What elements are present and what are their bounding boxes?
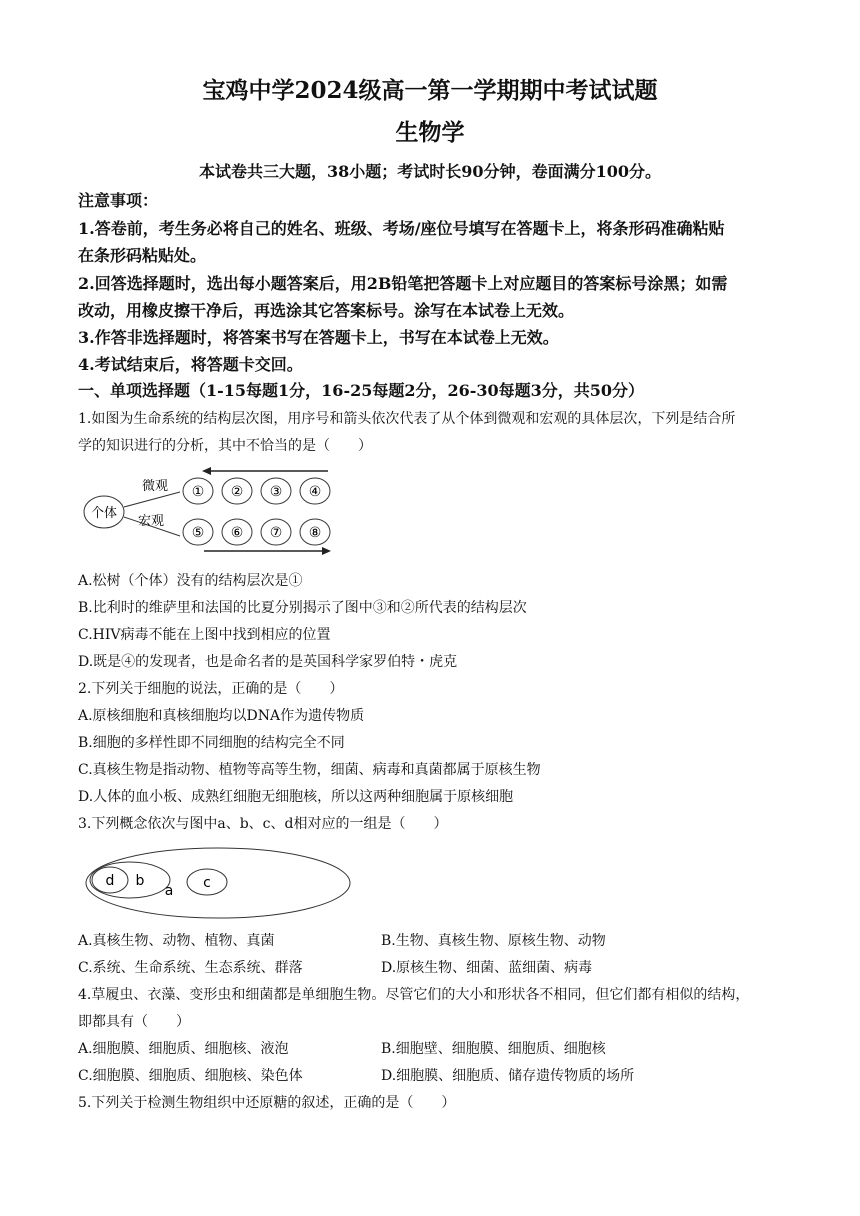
q4-stem-a: 4.草履虫、衣藻、变形虫和细菌都是单细胞生物。尽管它们的大小和形状各不相同，但它们都有相似的结构， bbox=[78, 987, 750, 1003]
concept-nesting-diagram bbox=[82, 842, 362, 922]
notice-item-1b: 在条形码粘贴处。 bbox=[78, 246, 207, 265]
notice-item-2a: 2.回答选择题时，选出每小题答案后，用2B铅笔把答题卡上对应题目的答案标号涂黑；如需 bbox=[78, 274, 728, 293]
q4-option-b: B.细胞壁、细胞膜、细胞质、细胞核 bbox=[381, 1041, 606, 1057]
q3-stem: 3.下列概念依次与图中a、b、c、d相对应的一组是（ ） bbox=[78, 816, 448, 832]
q2-option-d: D.人体的血小板、成熟红细胞无细胞核，所以这两种细胞属于原核细胞 bbox=[78, 789, 514, 805]
notice-heading: 注意事项： bbox=[78, 191, 159, 210]
q3-option-c: C.系统、生命系统、生态系统、群落 bbox=[78, 960, 303, 976]
q4-stem-b: 即都具有（ ） bbox=[78, 1014, 190, 1030]
circle-4: ④ bbox=[308, 484, 322, 500]
q1-option-c: C.HIV病毒不能在上图中找到相应的位置 bbox=[78, 627, 331, 643]
notice-item-3: 3.作答非选择题时，将答案书写在答题卡上，书写在本试卷上无效。 bbox=[78, 328, 559, 347]
q2-stem: 2.下列关于细胞的说法，正确的是（ ） bbox=[78, 681, 344, 697]
diagram-individual-label: 个体 bbox=[90, 506, 118, 521]
circle-6: ⑥ bbox=[230, 525, 244, 541]
q1-stem-a: 1.如图为生命系统的结构层次图，用序号和箭头依次代表了从个体到微观和宏观的具体层次，下列是结合所 bbox=[78, 411, 736, 427]
q4-option-d: D.细胞膜、细胞质、储存遗传物质的场所 bbox=[381, 1068, 635, 1084]
exam-title: 宝鸡中学2024级高一第一学期期中考试试题 bbox=[202, 77, 658, 104]
q1-option-b: B.比利时的维萨里和法国的比夏分别揭示了图中③和②所代表的结构层次 bbox=[78, 600, 527, 616]
q3-option-a: A.真核生物、动物、植物、真菌 bbox=[78, 933, 275, 949]
set-b-label: b bbox=[135, 873, 145, 889]
q1-option-a: A.松树（个体）没有的结构层次是① bbox=[78, 573, 303, 589]
diagram-micro-label: 微观 bbox=[142, 479, 169, 494]
circle-3: ③ bbox=[269, 484, 283, 500]
circle-1: ① bbox=[191, 484, 205, 500]
circle-5: ⑤ bbox=[191, 525, 205, 541]
life-hierarchy-diagram bbox=[80, 460, 360, 560]
q2-option-a: A.原核细胞和真核细胞均以DNA作为遗传物质 bbox=[78, 708, 365, 724]
notice-item-2b: 改动，用橡皮擦干净后，再选涂其它答案标号。涂写在本试卷上无效。 bbox=[78, 301, 575, 320]
q2-option-c: C.真核生物是指动物、植物等高等生物，细菌、病毒和真菌都属于原核生物 bbox=[78, 762, 541, 778]
q5-stem: 5.下列关于检测生物组织中还原糖的叙述，正确的是（ ） bbox=[78, 1095, 456, 1111]
q4-option-a: A.细胞膜、细胞质、细胞核、液泡 bbox=[78, 1041, 289, 1057]
circle-2: ② bbox=[230, 484, 244, 500]
set-a-label: a bbox=[164, 883, 174, 899]
subject-title: 生物学 bbox=[395, 119, 465, 146]
diagram-macro-label: 宏观 bbox=[138, 514, 165, 529]
q2-option-b: B.细胞的多样性即不同细胞的结构完全不同 bbox=[78, 735, 345, 751]
q1-stem-b: 学的知识进行的分析，其中不恰当的是（ ） bbox=[78, 438, 372, 454]
q4-option-c: C.细胞膜、细胞质、细胞核、染色体 bbox=[78, 1068, 303, 1084]
section-1-heading: 一、单项选择题（1-15每题1分，16-25每题2分，26-30每题3分，共50分） bbox=[78, 381, 645, 400]
notice-item-4: 4.考试结束后，将答题卡交回。 bbox=[78, 355, 303, 374]
set-c-label: c bbox=[203, 875, 211, 891]
q3-option-b: B.生物、真核生物、原核生物、动物 bbox=[381, 933, 606, 949]
q3-option-d: D.原核生物、细菌、蓝细菌、病毒 bbox=[381, 960, 593, 976]
exam-info: 本试卷共三大题，38小题；考试时长90分钟，卷面满分100分。 bbox=[199, 162, 661, 181]
set-d-label: d bbox=[105, 873, 115, 889]
circle-7: ⑦ bbox=[269, 525, 283, 541]
q1-option-d: D.既是④的发现者，也是命名者的是英国科学家罗伯特・虎克 bbox=[78, 654, 458, 670]
circle-8: ⑧ bbox=[308, 525, 322, 541]
notice-item-1a: 1.答卷前，考生务必将自己的姓名、班级、考场/座位号填写在答题卡上，将条形码准确粘贴 bbox=[78, 219, 725, 238]
